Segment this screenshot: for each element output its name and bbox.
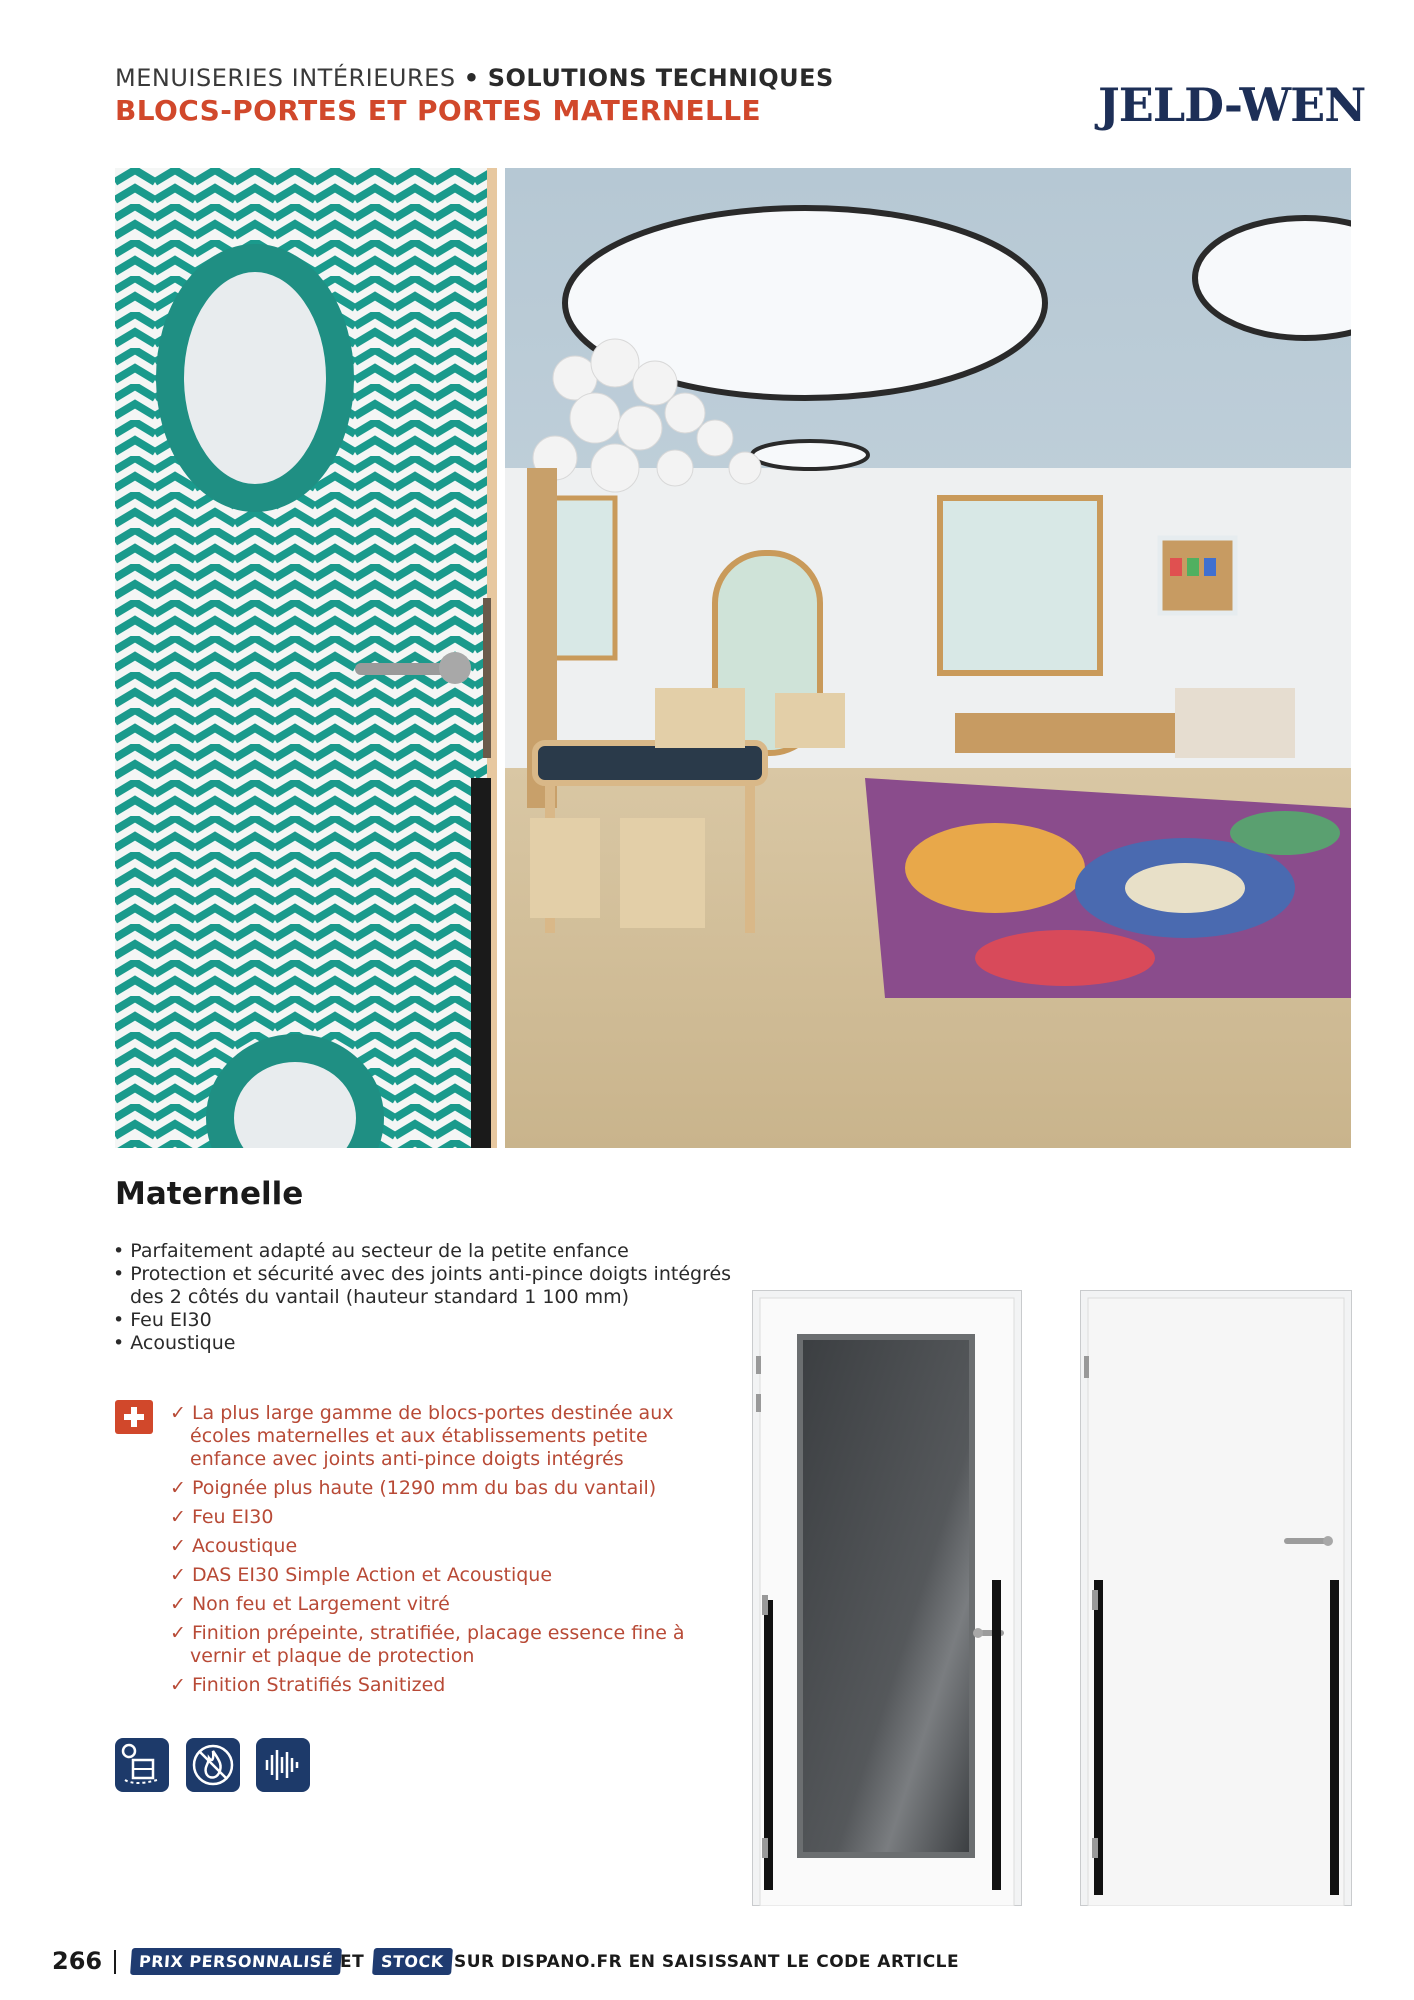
brand-logo: JELD-WEN <box>1098 78 1366 132</box>
page-title: BLOCS-PORTES ET PORTES MATERNELLE <box>115 94 762 127</box>
plus-badge-icon <box>115 1400 153 1434</box>
section-header <box>115 64 834 92</box>
list-item: ✓ DAS EI30 Simple Action et Acoustique <box>170 1564 553 1586</box>
list-item: ✓ Feu EI30 <box>170 1506 274 1528</box>
list-item: ✓ Finition prépeinte, stratifiée, placage essence fine à vernir et plaque de protection <box>170 1622 685 1667</box>
check-icon: ✓ <box>170 1506 186 1528</box>
list-item: ✓ La plus large gamme de blocs-portes destinée aux écoles maternelles et aux établissements petite enfance avec joints anti-pince doigts intégrés <box>170 1402 674 1470</box>
list-item: ✓ Acoustique <box>170 1535 298 1557</box>
badge-stock: STOCK <box>372 1948 453 1975</box>
page-number: 266 <box>52 1947 103 1975</box>
category-label: MENUISERIES INTÉRIEURES <box>115 64 456 92</box>
glazed-door-image <box>752 1290 1022 1906</box>
subcategory-label: SOLUTIONS TECHNIQUES <box>487 64 834 92</box>
fire-resistance-icon <box>186 1738 240 1792</box>
hero-photo-classroom <box>115 168 1351 1148</box>
list-item: • Acoustique <box>113 1332 236 1354</box>
list-item: ✓ Finition Stratifiés Sanitized <box>170 1674 446 1696</box>
list-item: ✓ Poignée plus haute (1290 mm du bas du vantail) <box>170 1477 657 1499</box>
header-separator: • <box>463 64 480 92</box>
check-icon: ✓ <box>170 1402 186 1424</box>
list-item: ✓ Non feu et Largement vitré <box>170 1593 450 1615</box>
product-name: Maternelle <box>115 1176 304 1212</box>
check-icon: ✓ <box>170 1535 186 1557</box>
delivery-location-icon <box>115 1738 169 1792</box>
footer-and-label: ET <box>340 1952 365 1972</box>
bullet: • <box>113 1332 125 1354</box>
plain-door-image <box>1080 1290 1352 1906</box>
feature-list <box>113 1240 733 1355</box>
list-item: • Protection et sécurité avec des joints anti-pince doigts intégrés des 2 côtés du vantail (hauteur standard 1 100 mm) <box>113 1263 732 1308</box>
list-item: • Parfaitement adapté au secteur de la petite enfance <box>113 1240 629 1262</box>
bullet: • <box>113 1263 125 1285</box>
bullet: • <box>113 1309 125 1331</box>
check-icon: ✓ <box>170 1477 186 1499</box>
list-item: • Feu EI30 <box>113 1309 212 1331</box>
check-icon: ✓ <box>170 1622 186 1644</box>
badge-prix-personnalise: PRIX PERSONNALISÉ <box>130 1948 342 1975</box>
check-icon: ✓ <box>170 1564 186 1586</box>
acoustic-icon <box>256 1738 310 1792</box>
check-icon: ✓ <box>170 1593 186 1615</box>
advantages-list <box>170 1402 710 1703</box>
bullet: • <box>113 1240 125 1262</box>
footer-text: SUR DISPANO.FR EN SAISISSANT LE CODE ARTICLE <box>454 1952 960 1972</box>
check-icon: ✓ <box>170 1674 186 1696</box>
footer-divider <box>114 1950 116 1974</box>
